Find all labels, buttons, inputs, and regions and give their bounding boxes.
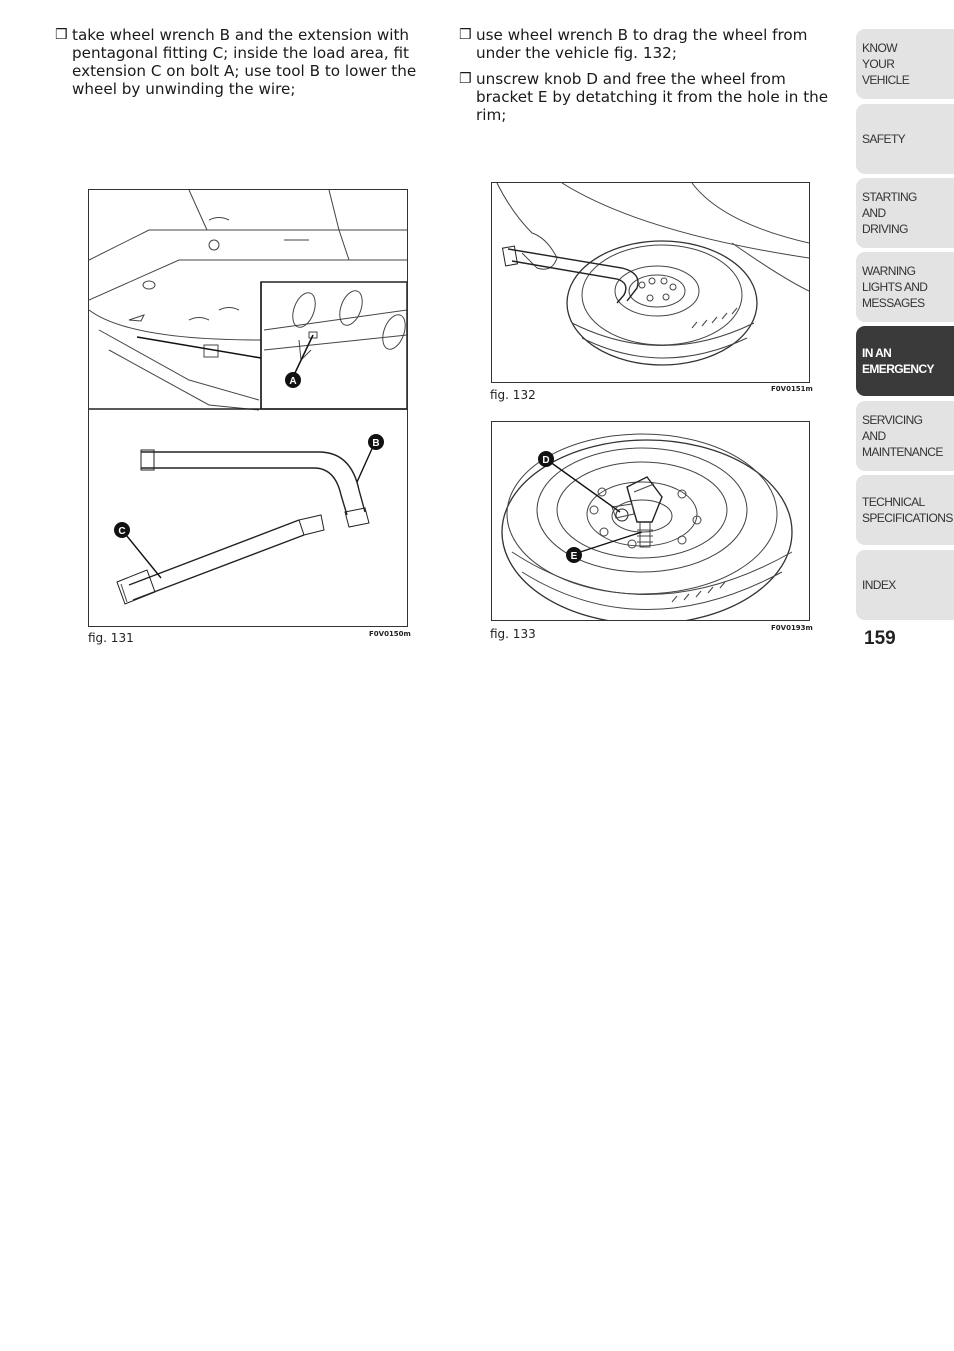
figure-133-illustration xyxy=(492,422,809,620)
instruction-text: use wheel wrench B to drag the wheel from under the vehicle fig. 132; xyxy=(476,26,808,62)
instruction-bullet xyxy=(459,26,845,62)
tab-know-your-vehicle[interactable]: KNOW YOUR VEHICLE xyxy=(856,29,954,99)
bullet-box-icon: ❒ xyxy=(459,27,472,43)
tab-index[interactable]: INDEX xyxy=(856,550,954,620)
figure-132-caption: fig. 132 xyxy=(490,388,536,402)
instruction-bullet xyxy=(459,70,845,124)
figure-132-illustration xyxy=(492,183,809,382)
tab-starting-and-driving[interactable]: STARTING AND DRIVING xyxy=(856,178,954,248)
figure-133-code: F0V0193m xyxy=(771,624,813,632)
part-label-a xyxy=(285,372,301,388)
tab-warning-lights[interactable]: WARNING LIGHTS AND MESSAGES xyxy=(856,252,954,322)
left-column-text xyxy=(55,26,440,106)
instruction-bullet xyxy=(55,26,440,98)
page-number: 159 xyxy=(864,628,896,649)
instruction-text: unscrew knob D and free the wheel from bracket E by detatching it from the hole in the rim; xyxy=(476,70,829,124)
right-column-text xyxy=(459,26,845,132)
tab-safety[interactable]: SAFETY xyxy=(856,104,954,174)
figure-131 xyxy=(88,189,408,627)
svg-text:B: B xyxy=(372,438,380,449)
tab-servicing-and-maintenance[interactable]: SERVICING AND MAINTENANCE xyxy=(856,401,954,471)
tab-in-an-emergency[interactable]: IN AN EMERGENCY xyxy=(856,326,954,396)
tab-technical-specifications[interactable]: TECHNICAL SPECIFICATIONS xyxy=(856,475,954,545)
svg-text:D: D xyxy=(542,455,550,466)
figure-133 xyxy=(491,421,810,621)
svg-text:C: C xyxy=(118,526,126,537)
part-label-e xyxy=(566,547,582,563)
bullet-box-icon: ❒ xyxy=(459,71,472,87)
figure-131-code: F0V0150m xyxy=(369,630,411,638)
part-label-d xyxy=(538,451,554,467)
part-label-c xyxy=(114,522,130,538)
figure-131-caption: fig. 131 xyxy=(88,631,134,645)
svg-text:A: A xyxy=(289,376,297,387)
bullet-box-icon: ❒ xyxy=(55,27,68,43)
figure-132 xyxy=(491,182,810,383)
part-label-b xyxy=(368,434,384,450)
figure-131-illustration xyxy=(89,190,407,626)
figure-132-code: F0V0151m xyxy=(771,385,813,393)
svg-text:E: E xyxy=(570,551,578,562)
figure-133-caption: fig. 133 xyxy=(490,627,536,641)
instruction-text: take wheel wrench B and the extension with pentagonal fitting C; inside the load area, fit extension C on bolt A; use tool B to lower the wheel by unwinding the wire; xyxy=(72,26,417,98)
